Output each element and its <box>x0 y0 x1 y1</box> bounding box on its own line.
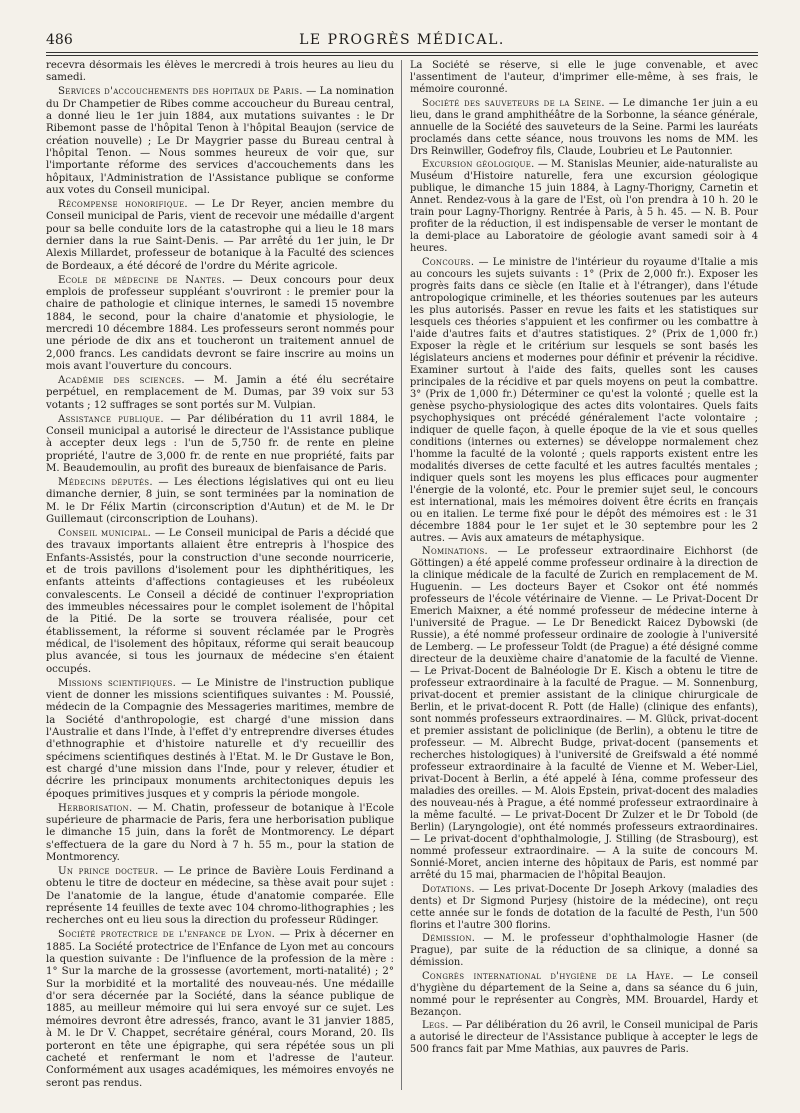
paragraph-lead: Legs. <box>422 1020 449 1031</box>
news-paragraph <box>46 929 394 1090</box>
paragraph-lead: Concours. <box>422 256 475 268</box>
paragraph-lead: Nominations. <box>422 546 488 557</box>
news-paragraph <box>46 275 394 374</box>
news-paragraph <box>46 803 394 865</box>
journal-title: LE PROGRÈS MÉDICAL. <box>299 32 505 48</box>
paragraph-lead: Dotations. <box>422 883 475 895</box>
news-paragraph <box>410 933 758 969</box>
news-paragraph <box>410 546 758 882</box>
paragraph-text: — Le Ministre de l'instruction publique vient de donner les missions scientifiques suivantes : M. Poussié, médecin de la Compagnie des Messageries maritimes, membre de la Société d'anthropologie, est chargé d'une mission dans l'Australie et dans l'Inde, à l'effet d'y entreprendre diverses études d'ethnographie et d'histoire naturelle et d'y recueillir des spécimens scientifiques destinés à l'Etat. M. le Dr Gustave le Bon, est chargé d'une mission dans l'Inde, pour y relever, étudier et décrire les principaux monuments architectoniques depuis les époques primitives jusques et y compris la période mongole. <box>46 677 394 800</box>
paragraph-text: — Le Dr Reyer, ancien membre du Conseil municipal de Paris, vient de recevoir une médaille d'argent pour sa belle conduite lors de la catastrophe qui a lieu le 18 mars dernier dans la rue Saint-Denis. — Par arrêté du 1er juin, le Dr Alexis Millardet, professeur de botanique à la Faculté des sciences de Bordeaux, a été décoré de l'ordre du Mérite agricole. <box>46 198 394 272</box>
header-rule <box>46 53 758 56</box>
paragraph-lead: Services d'accouchements des hopitaux de Paris. <box>58 86 303 98</box>
news-paragraph <box>46 866 394 928</box>
news-paragraph <box>46 86 394 197</box>
paragraph-lead: Congrès international d'hygiène de la Haye. <box>422 970 674 982</box>
paragraph-lead: Médecins députés. <box>58 476 153 488</box>
page-header <box>46 30 758 53</box>
paragraph-text: — Le professeur extraordinaire Eichhorst (de Göttingen) a été appelé comme professeur ordinaire à la direction de la clinique médicale de la faculté de Zurich en remplacement de M. Huguenin. — Les docteurs Bayer et Csokor ont été nommés professeurs de l'école vétérinaire de Vienne. — Le Privat-Docent Dr Emerich Maixner, a été nommé professeur de médecine interne à l'université de Prague. — Le Dr Benedickt Raicez Dybowski (de Russie), a été nommé professeur ordinaire de zoologie à l'université de Lemberg. — Le professeur Toldt (de Prague) a été désigné comme directeur de la deuxième chaire d'anatomie de la faculté de Vienne. — Le Privat-Docent de Balnéologie Dr E. Kisch a obtenu le titre de professeur extraordinaire à la faculté de Prague. — M. Sonnenburg, privat-docent et premier assistant de la clinique chirurgicale de Berlin, et le privat-docent R. Pott (de Halle) (clinique des enfants), sont nommés professeurs extraordinaires. — M. Glück, privat-docent et premier assistant de policlinique (de Berlin), a obtenu le titre de professeur. — M. Albrecht Budge, privat-docent (pansements et recherches histologiques) à l'université de Greifswald a été nommé professeur extraordinaire à la faculté de Vienne et M. Weber-Liel, privat-Docent à Berlin, a été appelé à Iéna, comme professeur des maladies des oreilles. — M. Alois Epstein, privat-docent des maladies des nouveau-nés à Prague, a été nommé professeur extraordinaire à la même faculté. — Le privat-Docent Dr Zulzer et le Dr Tobold (de Berlin) (Laryngologie), ont été nommés professeurs extraordinaires. — Le privat-docent d'ophthalmologie, J. Stilling (de Strasbourg), est nommé professeur extraordinaire. — A la suite de concours M. Sonnié-Moret, ancien interne des hôpitaux de Paris, est nommé par arrêté du 15 mai, pharmacien de l'hôpital Beaujon. <box>410 546 758 881</box>
paragraph-text: — Deux concours pour deux emplois de professeur suppléant s'ouvriront : le premier pour la chaire de pathologie et clinique internes, le samedi 15 novembre 1884, le second, pour la chaire d'anatomie et physiologie, le mercredi 10 décembre 1884. Les professeurs seront nommés pour une période de dix ans et toucheront un traitement annuel de 2,000 francs. Les candidats devront se faire inscrire au moins un mois avant l'ouverture du concours. <box>46 274 394 373</box>
left-column <box>46 60 394 1090</box>
paragraph-text: — Les élections législatives qui ont eu lieu dimanche dernier, 8 juin, se sont terminées par la nomination de M. le Dr Félix Martin (circonscription d'Autun) et de M. le Dr Guillemaut (circonscription de Louhans). <box>46 476 394 525</box>
paragraph-text: — M. Jamin a été élu secrétaire perpétuel, en remplacement de M. Dumas, par 39 voix sur 53 votants ; 12 suffrages se sont portés sur M. Vulpian. <box>46 374 394 411</box>
paragraph-text: — La nomination du Dr Champetier de Ribes comme accoucheur du Bureau central, a donné lieu le 1er juin 1884, aux mutations suivantes : le Dr Ribemont passe de l'hôpital Tenon à l'hôpital Beaujon (service de création nouvelle) ; Le Dr Maygrier passe du Bureau central à l'hôpital Tenon. — Nous sommes heureux de voir que, sur l'importante réforme des services d'accouchements dans les hôpitaux, l'Administration de l'Assistance publique se conforme aux votes du Conseil municipal. <box>46 86 394 197</box>
news-paragraph <box>410 971 758 1019</box>
paragraph-lead: Un prince docteur. <box>58 866 159 877</box>
text-columns <box>46 60 758 1090</box>
news-paragraph <box>410 1020 758 1056</box>
paragraph-text: — Le conseil d'hygiène du département de la Seine a, dans sa séance du 6 juin, nommé pour le représenter au Congrès, MM. Brouardel, Hardy et Bezançon. <box>410 970 758 1018</box>
paragraph-lead: Démission. <box>422 933 476 944</box>
paragraph-lead: Société des sauveteurs de la Seine. <box>422 97 605 109</box>
paragraph-text: — M. Stanislas Meunier, aide-naturaliste au Muséum d'Histoire naturelle, fera une excursion géologique publique, le dimanche 15 juin 1884, à Lagny-Thorigny, Carnetin et Annet. Rendez-vous à la gare de l'Est, où l'on prendra à 10 h. 20 le train pour Lagny-Thorigny. Rentrée à Paris, à 5 h. 45. — N. B. Pour profiter de la réduction, il est indispensable de verser le montant de la demi-place au Laboratoire de géologie avant samedi soir à 4 heures. <box>410 159 758 254</box>
paragraph-text: — Le ministre de l'intérieur du royaume d'Italie a mis au concours les sujets suivants : 1° (Prix de 2,000 fr.). Exposer les progrès faits dans ce siècle (en Italie et à l'étranger), dans l'étude antropologique criminelle, et les théories soutenues par les auteurs les plus autorisés. Passer en revue les faits et les statistiques sur lesquels ces théories s'appuient et les confirmer ou les combattre à l'aide d'autres faits et d'autres statistiques. 2° (Prix de 1,000 fr.) Exposer la règle et le critérium sur lesquels se sont basés les législateurs anciens et modernes pour définir et prévenir la récidive. Examiner surtout à l'aide des faits, quelles sont les causes principales de la récidive et par quels moyens on peut la combattre. 3° (Prix de 1,000 fr.) Déterminer ce qu'est la volonté ; quelle est la genèse psycho-physiologique des actes dits volontaires. Quels faits psychophysiques ont précédé généralement l'acte volontaire ; indiquer de quelle façon, à quelle époque de la vie et sous quelles conditions (internes ou externes) se développe normalement chez l'homme la faculté de la volonté ; quels rapports existent entre les modalités diverses de cette faculté et les autres facultés mentales ; indiquer quels sont les moyens les plus efficaces pour augmenter l'énergie de la volonté, etc. Pour le premier sujet seul, le concours est international, mais les mémoires doivent être écrits en français ou en italien. Le terme fixé pour le dépôt des mémoires est : le 31 décembre 1884 pour le 1er sujet et le 30 septembre pour les 2 autres. — Avis aux amateurs de métaphysique. <box>410 256 758 544</box>
paragraph-text: — Les privat-Docente Dr Joseph Arkovy (maladies des dents) et Dr Sigmond Purjesy (histoire de la médecine), ont reçu cette année sur le fonds de dotation de la faculté de Pesth, l'un 500 florins et l'autre 300 florins. <box>410 883 758 931</box>
paragraph-lead: Herborisation. <box>58 802 133 814</box>
news-paragraph <box>46 414 394 476</box>
news-paragraph <box>46 375 394 412</box>
paragraph-text: — Le prince de Bavière Louis Ferdinand a obtenu le titre de docteur en médecine, sa thèse avait pour sujet : De l'anatomie de la langue, étude d'anatomie comparée. Elle représente 14 feuilles de texte avec 104 chromo-lithographies ; les recherches ont eu lieu sous la direction du professeur Rüdinger. <box>46 866 394 927</box>
paragraph-text: — M. Chatin, professeur de botanique à l'Ecole supérieure de pharmacie de Paris, fera une herborisation publique le dimanche 15 juin, dans la forêt de Montmorency. Le départ s'effectuera de la gare du Nord à 7 h. 55 m., pour la station de Montmorency. <box>46 802 394 864</box>
paragraph-text: — Le dimanche 1er juin a eu lieu, dans le grand amphithéâtre de la Sorbonne, la séance générale, annuelle de la Société des sauveteurs de la Seine. Parmi les lauréats proclamés dans cette séance, nous trouvons les noms de MM. les Drs Reinwiller, Godefroy fils, Claude, Loubrieu et Le Pautonnier. <box>410 97 758 157</box>
news-paragraph <box>46 60 394 85</box>
page-number: 486 <box>46 32 73 48</box>
news-paragraph <box>410 98 758 158</box>
news-paragraph <box>410 60 758 96</box>
news-paragraph <box>410 257 758 545</box>
column-divider <box>401 60 402 1090</box>
journal-page <box>46 30 758 1100</box>
paragraph-lead: Ecole de médecine de Nantes. <box>58 274 226 286</box>
news-paragraph <box>410 884 758 932</box>
paragraph-lead: Récompense honorifique. <box>58 198 188 210</box>
news-paragraph <box>46 199 394 273</box>
paragraph-lead: Conseil municipal. <box>58 527 152 539</box>
news-paragraph <box>410 159 758 255</box>
paragraph-text: — Par délibération du 11 avril 1884, le Conseil municipal a autorisé le directeur de l'Assistance publique à accepter deux legs : l'un de 5,750 fr. de rente en pleine propriété, l'autre de 3,000 fr. de rente en nue propriété, faits par M. Beaudemoulin, au profit des bureaux de bienfaisance de Paris. <box>46 413 394 474</box>
news-paragraph <box>46 678 394 802</box>
paragraph-lead: Société protectrice de l'enfance de Lyon. <box>58 929 276 941</box>
paragraph-lead: Assistance publique. <box>58 413 164 425</box>
paragraph-text: — M. le professeur d'ophthalmologie Hasner (de Prague), par suite de la réduction de sa clinique, a donné sa démission. <box>410 933 758 968</box>
paragraph-lead: Missions scientifiques. <box>58 677 177 689</box>
paragraph-text: La Société se réserve, si elle le juge convenable, et avec l'assentiment de l'auteur, d'imprimer elle-même, à ses frais, le mémoire couronné. <box>410 60 758 95</box>
paragraph-text: — Prix à décerner en 1885. La Société protectrice de l'Enfance de Lyon met au concours la question suivante : De l'influence de la profession de la mère : 1° Sur la marche de la grossesse (avortement, morti-natalité) ; 2° Sur la morbidité et la mortalité des nouveau-nés. Une médaille d'or sera décernée par la Société, dans la séance publique de 1885, au meilleur mémoire qui lui sera envoyé sur ce sujet. Les mémoires devront être adressés, franco, avant le 31 janvier 1885, à M. le Dr V. Chappet, secrétaire général, cours Morand, 20. Ils porteront en tête une épigraphe, qui sera répétée sous un pli cacheté et renfermant le nom et l'adresse de l'auteur. Conformément aux usages académiques, les mémoires envoyés ne seront pas rendus. <box>46 929 394 1089</box>
news-paragraph <box>46 528 394 676</box>
paragraph-lead: Académie des sciences. <box>58 374 185 386</box>
paragraph-lead: Excursion géologique. <box>422 159 535 170</box>
paragraph-text: — Par délibération du 26 avril, le Conseil municipal de Paris a autorisé le directeur de l'Assistance publique à accepter le legs de 500 francs fait par Mme Mathias, aux pauvres de Paris. <box>410 1020 758 1055</box>
paragraph-text: recevra désormais les élèves le mercredi à trois heures au lieu du samedi. <box>46 60 394 84</box>
news-paragraph <box>46 477 394 526</box>
paragraph-text: — Le Conseil municipal de Paris a décidé que des travaux importants allaient être entrepris à l'hospice des Enfants-Assistés, pour la construction d'une seconde nourricerie, et de trois pavillons d'isolement pour les diphthéritiques, les enfants atteints d'affections contagieuses et les rubéoleux convalescents. Le Conseil a décidé de continuer l'expropriation des immeubles nécessaires pour le complet isolement de l'hôpital de la Pitié. De la sorte se trouvera réalisée, pour cet établissement, la réforme si souvent réclamée par le Progrès médical, de l'isolement des hôpitaux, réforme qui serait beaucoup plus avancée, si tous les journaux de médecine s'en étaient occupés. <box>46 527 394 675</box>
right-column <box>410 60 758 1090</box>
